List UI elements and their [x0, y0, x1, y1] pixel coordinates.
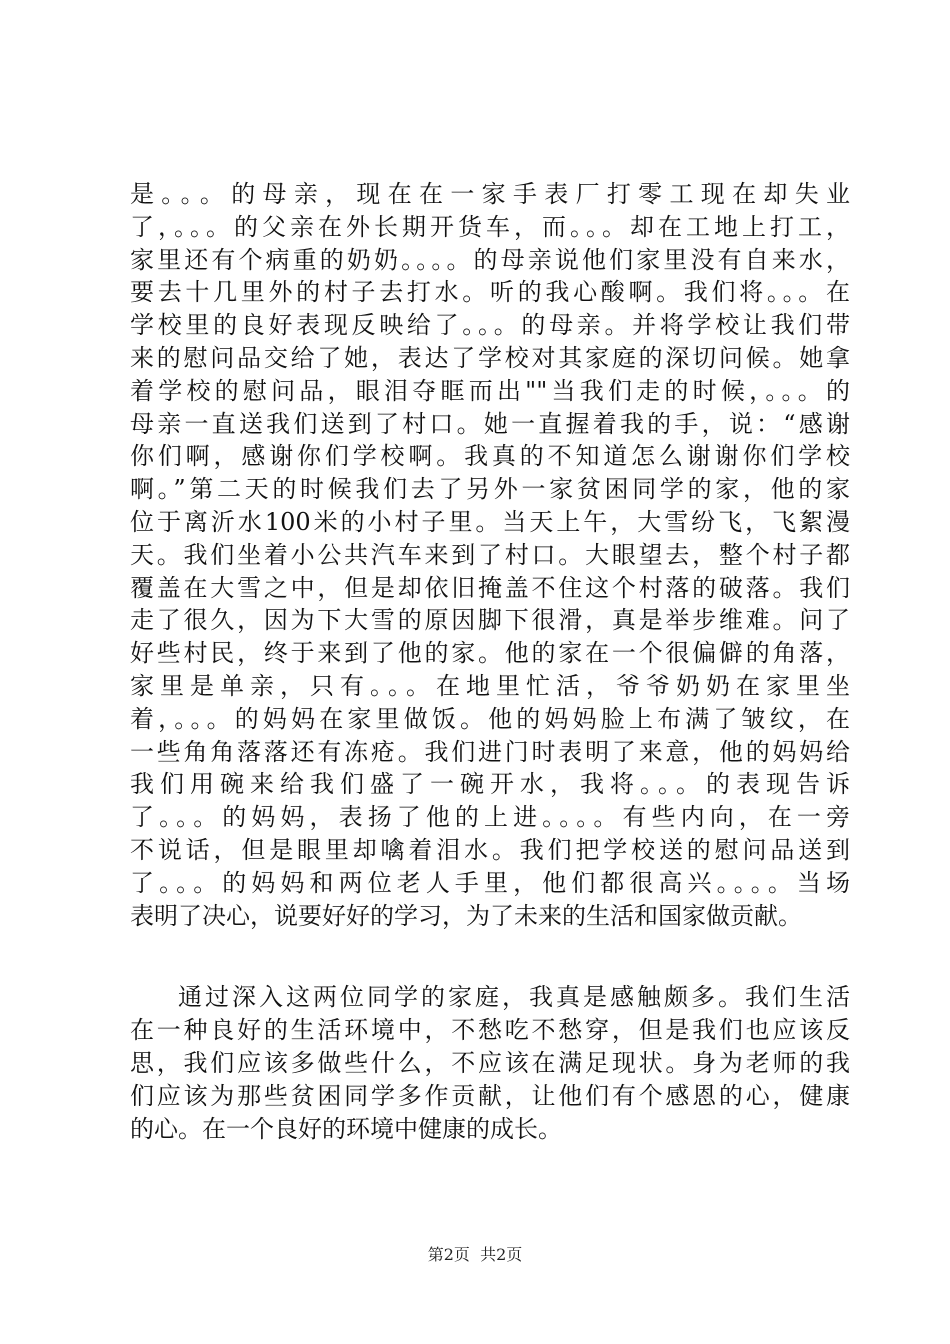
paragraph-2 — [130, 981, 850, 1145]
paragraph-line: 了。。。的妈妈，表扬了他的上进。。。。有些内向，在一旁 — [130, 803, 850, 832]
paragraph-line: 学校里的良好表现反映给了。。。的母亲。并将学校让我们带 — [130, 311, 850, 340]
paragraph-line: 母亲一直送我们送到了村口。她一直握着我的手，说：“感谢 — [130, 409, 850, 438]
paragraph-line: 好些村民，终于来到了他的家。他的家在一个很偏僻的角落， — [130, 639, 850, 668]
paragraph-line: 在一种良好的生活环境中，不愁吃不愁穿，但是我们也应该反 — [130, 1016, 850, 1045]
paragraph-line: 一些角角落落还有冻疮。我们进门时表明了来意，他的妈妈给 — [130, 737, 850, 766]
page-footer — [0, 1245, 950, 1265]
paragraph-line: 们应该为那些贫困同学多作贡献，让他们有个感恩的心，健康 — [130, 1081, 850, 1110]
paragraph-line: 来的慰问品交给了她，表达了学校对其家庭的深切问候。她拿 — [130, 343, 850, 372]
paragraph-line: 通过深入这两位同学的家庭，我真是感触颇多。我们生活 — [178, 983, 850, 1012]
paragraph-line: 不说话，但是眼里却噙着泪水。我们把学校送的慰问品送到 — [130, 835, 850, 864]
paragraph-line: 着，。。。的妈妈在家里做饭。他的妈妈脸上布满了皱纹，在 — [130, 704, 850, 733]
paragraph-line: 家里是单亲，只有。。。在地里忙活，爷爷奶奶在家里坐 — [130, 671, 850, 700]
paragraph-line: 的心。在一个良好的环境中健康的成长。 — [130, 1114, 562, 1143]
paragraph-line: 天。我们坐着小公共汽车来到了村口。大眼望去，整个村子都 — [130, 540, 850, 569]
paragraph-line: 走了很久，因为下大雪的原因脚下很滑，真是举步维难。问了 — [130, 606, 850, 635]
paragraph-line: 要去十几里外的村子去打水。听的我心酸啊。我们将。。。在 — [130, 278, 850, 307]
paragraph-line: 了。。。的妈妈和两位老人手里，他们都很高兴。。。。当场 — [130, 868, 850, 897]
page-number-label: 第2页 共2页 — [427, 1245, 523, 1264]
paragraph-line: 家里还有个病重的奶奶。。。。的母亲说他们家里没有自来水， — [130, 245, 850, 274]
document-body — [130, 178, 850, 1145]
paragraph-line: 覆盖在大雪之中，但是却依旧掩盖不住这个村落的破落。我们 — [130, 573, 850, 602]
paragraph-line: 表明了决心，说要好好的学习，为了未来的生活和国家做贡献。 — [130, 901, 802, 930]
paragraph-line: 是。。。的母亲，现在在一家手表厂打零工现在却失业 — [130, 180, 850, 208]
paragraph-line: 啊。”第二天的时候我们去了另外一家贫困同学的家，他的家 — [130, 475, 850, 504]
paragraph-line: 位于离沂水100米的小村子里。当天上午，大雪纷飞，飞絮漫 — [130, 507, 850, 536]
paragraph-line: 我们用碗来给我们盛了一碗开水，我将。。。的表现告诉 — [130, 770, 850, 799]
paragraph-line: 了，。。。的父亲在外长期开货车，而。。。却在工地上打工， — [130, 212, 850, 241]
paragraph-line: 思，我们应该多做些什么，不应该在满足现状。身为老师的我 — [130, 1048, 850, 1077]
paragraph-line: 你们啊，感谢你们学校啊。我真的不知道怎么谢谢你们学校 — [130, 442, 850, 471]
paragraph-1 — [130, 178, 850, 932]
paragraph-line: 着学校的慰问品，眼泪夺眶而出""当我们走的时候，。。。的 — [130, 376, 850, 405]
paragraph-spacer — [130, 932, 850, 981]
